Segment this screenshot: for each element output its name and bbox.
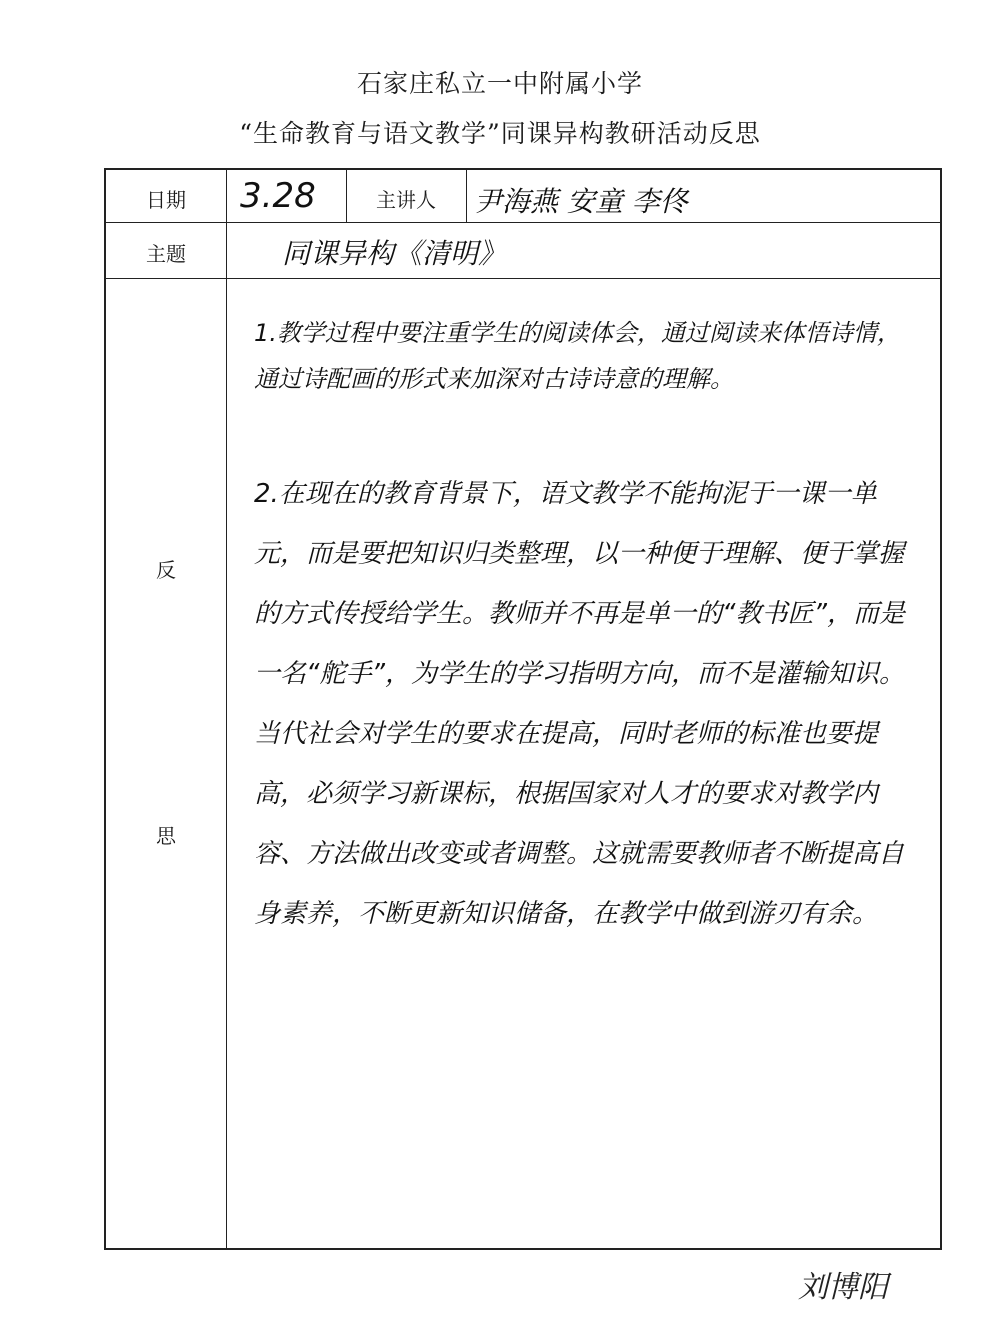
speaker-value: 尹海燕 安童 李佟 — [474, 185, 688, 218]
form-title: “生命教育与语文教学”同课异构教研活动反思 — [239, 119, 761, 148]
label-column-divider — [226, 170, 227, 1250]
topic-label: 主题 — [146, 242, 186, 266]
topic-value: 同课异构《清明》 — [282, 237, 507, 270]
document-header — [0, 64, 1000, 154]
reflection-label-si: 思 — [156, 824, 176, 848]
date-label: 日期 — [146, 188, 186, 212]
school-name: 石家庄私立一中附属小学 — [356, 69, 643, 98]
reflection-form-table — [104, 168, 942, 1250]
author-signature: 刘博阳 — [798, 1270, 888, 1305]
date-value: 3.28 — [240, 176, 316, 216]
row-divider-date — [106, 222, 940, 223]
row-divider-topic — [106, 278, 940, 279]
reflection-paragraph-1: 1.教学过程中要注重学生的阅读体会，通过阅读来体悟诗情，通过诗配画的形式来加深对古诗诗意的理解。 — [254, 319, 901, 393]
reflection-label-fan: 反 — [156, 558, 176, 582]
reflection-content — [254, 310, 922, 944]
speaker-label-divider — [466, 170, 467, 222]
reflection-paragraph-2: 2.在现在的教育背景下，语文教学不能拘泥于一课一单元，而是要把知识归类整理，以一种便于理解、便于掌握的方式传授给学生。教师并不再是单一的“教书匠”，而是一名“舵手”，为学生的学习指明方向，而不是灌输知识。当代社会对学生的要求在提高，同时老师的标准也要提高，必须学习新课标，根据国家对人才的要求对教学内容、方法做出改变或者调整。这就需要教师者不断提高自身素养，不断更新知识储备，在教学中做到游刃有余。 — [254, 479, 905, 929]
speaker-label: 主讲人 — [376, 188, 436, 212]
